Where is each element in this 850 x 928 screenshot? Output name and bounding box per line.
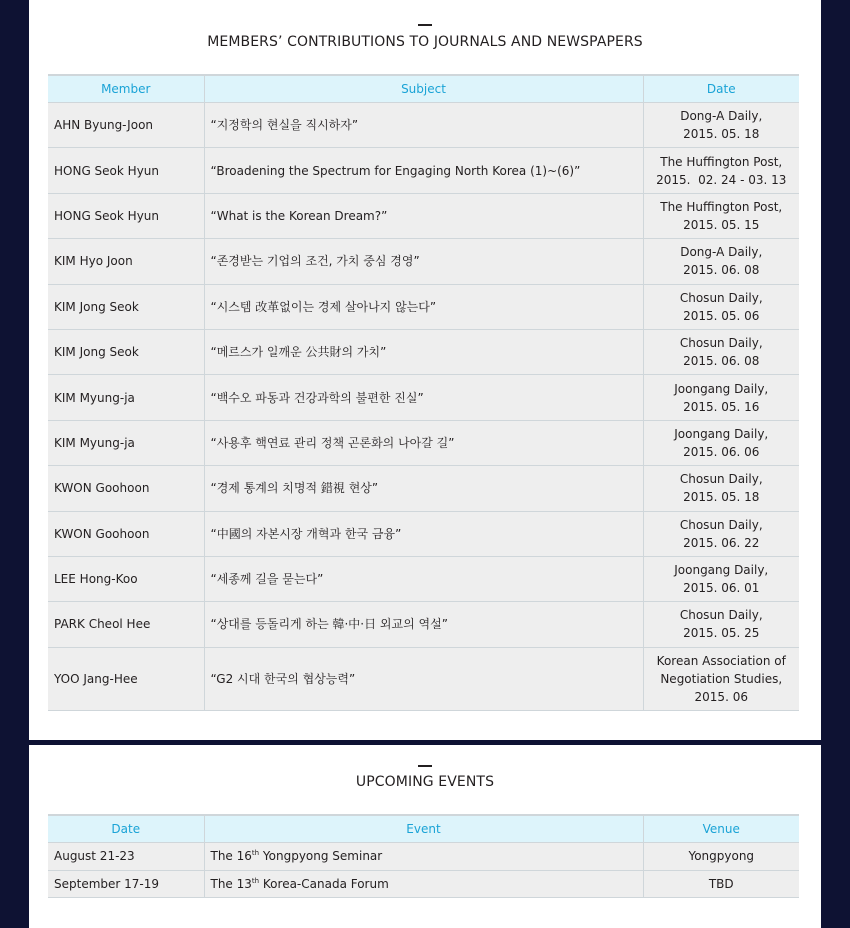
subject-cell: “상대를 등돌리게 하는 韓·中·日 외교의 역설”	[204, 602, 643, 647]
table-row	[48, 148, 799, 193]
event-name-text: The 13	[210, 876, 252, 891]
date-line: 2015. 05. 16	[683, 399, 760, 414]
heading-dash	[418, 24, 432, 26]
date-line: Joongang Daily,	[674, 426, 769, 441]
table-row	[48, 602, 799, 647]
member-cell: KIM Hyo Joon	[48, 239, 204, 284]
date-line: Chosun Daily,	[679, 608, 763, 623]
ordinal-suffix: th	[251, 849, 260, 858]
events-title: UPCOMING EVENTS	[355, 774, 495, 790]
venue-cell: TBD	[643, 870, 799, 898]
date-line: Dong-A Daily,	[680, 109, 763, 124]
subject-cell: “Broadening the Spectrum for Engaging North Korea (1)~(6)”	[204, 148, 643, 193]
subject-cell: “지정학의 현실을 직시하자”	[204, 103, 643, 148]
contributions-panel	[29, 0, 821, 740]
date-line: Joongang Daily,	[674, 563, 769, 578]
column-header-member: Member	[48, 75, 204, 103]
event-name-cell	[204, 870, 643, 898]
table-row	[48, 375, 799, 420]
date-line: 2015. 05. 18	[683, 490, 760, 505]
date-line: 2015. 06. 08	[683, 263, 760, 278]
table-row	[48, 284, 799, 329]
date-line: 2015. 05. 25	[683, 626, 760, 641]
date-line: 2015. 06. 22	[683, 535, 760, 550]
date-line: 2015. 06. 08	[683, 354, 760, 369]
date-line: 2015. 05. 15	[683, 217, 760, 232]
table-row	[48, 420, 799, 465]
event-name-text: The 16	[210, 849, 252, 864]
date-line: Joongang Daily,	[674, 381, 769, 396]
member-cell: KIM Myung-ja	[48, 420, 204, 465]
event-name-text: Korea-Canada Forum	[259, 876, 389, 891]
event-name-cell	[204, 843, 643, 871]
date-line: Chosun Daily,	[679, 472, 763, 487]
member-cell: KIM Jong Seok	[48, 284, 204, 329]
date-cell	[643, 466, 799, 511]
events-table	[48, 814, 799, 898]
column-header-subject: Subject	[204, 75, 643, 103]
date-line: Negotiation Studies,	[660, 671, 783, 686]
member-cell: AHN Byung-Joon	[48, 103, 204, 148]
subject-cell: “경제 통계의 치명적 錯視 현상”	[204, 466, 643, 511]
table-row	[48, 329, 799, 374]
column-header-venue: Venue	[643, 815, 799, 843]
subject-cell: “존경받는 기업의 조건, 가치 중심 경영”	[204, 239, 643, 284]
event-name-text: Yongpyong Seminar	[259, 849, 383, 864]
date-line: 2015. 02. 24 - 03. 13	[656, 172, 787, 187]
date-cell	[643, 602, 799, 647]
subject-cell: “사용후 핵연료 관리 정책 곤론화의 나아갈 길”	[204, 420, 643, 465]
table-header-row	[48, 75, 799, 103]
event-date-cell: August 21-23	[48, 843, 204, 871]
date-cell	[643, 375, 799, 420]
date-line: Chosun Daily,	[679, 517, 763, 532]
column-header-date: Date	[643, 75, 799, 103]
table-row	[48, 466, 799, 511]
member-cell: HONG Seok Hyun	[48, 193, 204, 238]
subject-cell: “백수오 파동과 건강과학의 불편한 진실”	[204, 375, 643, 420]
member-cell: LEE Hong-Koo	[48, 556, 204, 601]
date-cell	[643, 420, 799, 465]
date-cell	[643, 103, 799, 148]
member-cell: YOO Jang-Hee	[48, 647, 204, 710]
date-line: Dong-A Daily,	[680, 245, 763, 260]
table-row	[48, 239, 799, 284]
date-line: Korean Association of	[656, 653, 786, 668]
date-line: 2015. 06. 01	[683, 581, 760, 596]
subject-cell: “中國의 자본시장 개혁과 한국 금융”	[204, 511, 643, 556]
event-date-cell: September 17-19	[48, 870, 204, 898]
date-line: 2015. 05. 06	[683, 308, 760, 323]
member-cell: KIM Jong Seok	[48, 329, 204, 374]
member-cell: PARK Cheol Hee	[48, 602, 204, 647]
member-cell: KWON Goohoon	[48, 511, 204, 556]
contributions-table	[48, 74, 799, 711]
date-line: The Huffington Post,	[660, 199, 783, 214]
table-header-row	[48, 815, 799, 843]
table-row	[48, 511, 799, 556]
subject-cell: “메르스가 일깨운 公共財의 가치”	[204, 329, 643, 374]
date-cell	[643, 329, 799, 374]
date-line: 2015. 06. 06	[683, 444, 760, 459]
date-cell	[643, 239, 799, 284]
date-cell	[643, 511, 799, 556]
subject-cell: “세종께 길을 묻는다”	[204, 556, 643, 601]
member-cell: KWON Goohoon	[48, 466, 204, 511]
table-row	[48, 843, 799, 871]
date-line: Chosun Daily,	[679, 290, 763, 305]
heading-dash	[418, 765, 432, 767]
table-row	[48, 870, 799, 898]
events-panel	[29, 745, 821, 928]
subject-cell: “What is the Korean Dream?”	[204, 193, 643, 238]
venue-cell: Yongpyong	[643, 843, 799, 871]
date-line: The Huffington Post,	[660, 154, 783, 169]
subject-cell: “G2 시대 한국의 협상능력”	[204, 647, 643, 710]
date-cell	[643, 193, 799, 238]
table-row	[48, 103, 799, 148]
member-cell: HONG Seok Hyun	[48, 148, 204, 193]
date-cell	[643, 647, 799, 710]
date-cell	[643, 284, 799, 329]
subject-cell: “시스템 改革없이는 경제 살아나지 않는다”	[204, 284, 643, 329]
contributions-title: MEMBERS’ CONTRIBUTIONS TO JOURNALS AND NEWSPAPERS	[207, 34, 643, 50]
date-cell	[643, 556, 799, 601]
ordinal-suffix: th	[251, 876, 260, 885]
date-line: 2015. 06	[694, 689, 748, 704]
table-row	[48, 193, 799, 238]
date-line: 2015. 05. 18	[683, 127, 760, 142]
table-row	[48, 556, 799, 601]
member-cell: KIM Myung-ja	[48, 375, 204, 420]
column-header-date: Date	[48, 815, 204, 843]
date-line: Chosun Daily,	[679, 336, 763, 351]
column-header-event: Event	[204, 815, 643, 843]
date-cell	[643, 148, 799, 193]
table-row	[48, 647, 799, 710]
